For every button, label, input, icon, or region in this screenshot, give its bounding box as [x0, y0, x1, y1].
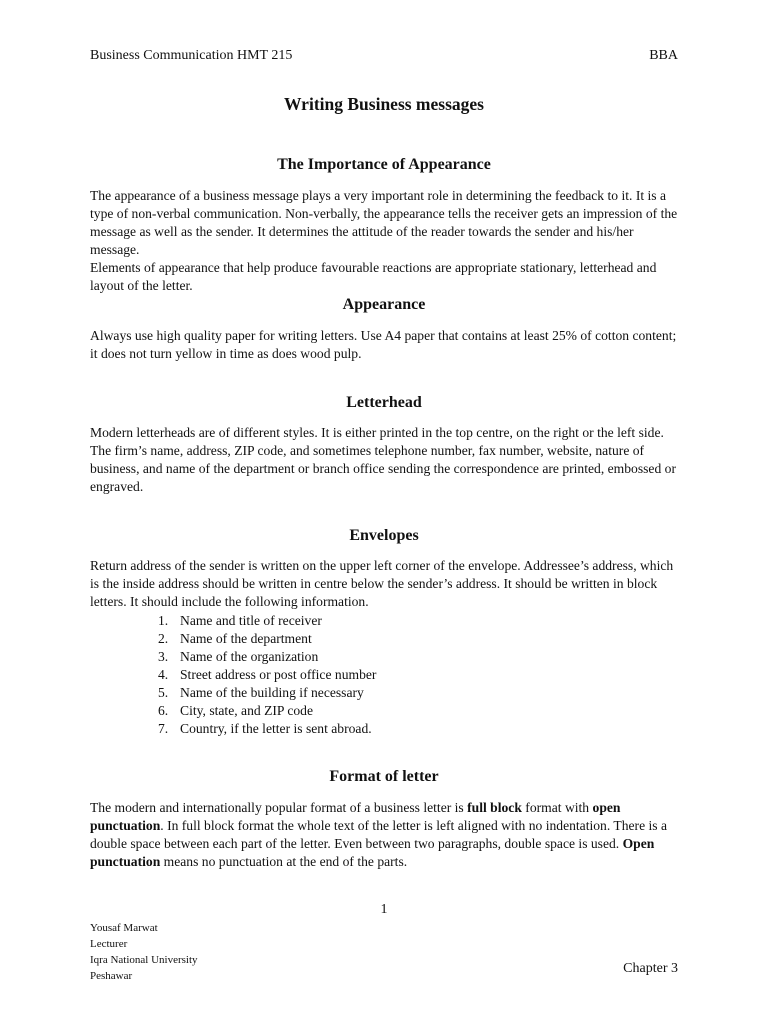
list-number: 1. [158, 613, 169, 628]
footer-chapter: Chapter 3 [623, 961, 678, 976]
paragraph-importance: The appearance of a business message plays a very important role in determining the feedback to it. It is a type of non-verbal communication. Non-verbally, the appearance tells the receiver gets an impression of the message as well as the sender. It determines the attitude of the reader towards the sender and his/her message. [90, 188, 678, 257]
paragraph-envelopes: Return address of the sender is written on the upper left corner of the envelope. Addressee’s address, which is the inside address should be written in centre below the sender’s address. It should be written in block letters. It should include the following information. [90, 558, 674, 609]
footer-city: Peshawar [90, 970, 133, 982]
format-bold-full-block: full block [467, 800, 522, 815]
footer-university: Iqra National University [90, 954, 198, 966]
format-text-1: The modern and internationally popular format of a business letter is [90, 800, 468, 815]
paragraph-format [90, 799, 682, 871]
heading-letterhead: Letterhead [346, 394, 422, 411]
list-item [158, 720, 376, 738]
list-number: 3. [158, 649, 169, 664]
heading-envelopes: Envelopes [349, 527, 419, 544]
list-text: Name and title of receiver [180, 613, 322, 628]
envelope-info-list [158, 612, 376, 738]
header-course: Business Communication HMT 215 [90, 48, 293, 63]
list-item [158, 612, 376, 630]
list-number: 6. [158, 703, 169, 718]
footer-author-block [90, 920, 198, 984]
list-text: City, state, and ZIP code [180, 703, 314, 718]
page-title: Writing Business messages [284, 94, 484, 114]
list-number: 5. [158, 685, 169, 700]
list-number: 7. [158, 721, 169, 736]
list-item [158, 630, 376, 648]
heading-appearance: Appearance [342, 296, 426, 313]
heading-importance: The Importance of Appearance [277, 156, 491, 173]
list-item [158, 702, 376, 720]
list-text: Name of the building if necessary [180, 685, 364, 700]
format-text-2: format with [521, 800, 593, 815]
list-text: Street address or post office number [180, 667, 377, 682]
footer-name: Yousaf Marwat [90, 922, 158, 934]
heading-format: Format of letter [329, 768, 439, 785]
format-bold-open-punctuation: open punctuation [90, 800, 621, 833]
header-program: BBA [649, 48, 678, 63]
paragraph-letterhead: Modern letterheads are of different styles. It is either printed in the top centre, on the right or the left side. The firm’s name, address, ZIP code, and sometimes telephone number, fax number, website, nature of business, and name of the department or branch office sending the correspondence are printed, embossed or engraved. [90, 425, 676, 494]
footer-role: Lecturer [90, 938, 128, 950]
list-number: 2. [158, 631, 169, 646]
list-item [158, 648, 376, 666]
page-number: 1 [380, 902, 388, 917]
list-text: Name of the organization [180, 649, 319, 664]
list-text: Country, if the letter is sent abroad. [180, 721, 372, 736]
format-text-3: . In full block format the whole text of the letter is left aligned with no indentation. There is a double space between each part of the letter. Even between two paragraphs, double space is used. [90, 818, 667, 851]
list-item [158, 684, 376, 702]
list-number: 4. [158, 667, 169, 682]
format-text-4: means no punctuation at the end of the parts. [160, 854, 408, 869]
list-item [158, 666, 376, 684]
paragraph-importance-elements: Elements of appearance that help produce favourable reactions are appropriate stationary, letterhead and layout of the letter. [90, 260, 657, 293]
list-text: Name of the department [180, 631, 312, 646]
format-bold-open-punctuation-2: Open punctuation [90, 836, 655, 869]
paragraph-appearance: Always use high quality paper for writing letters. Use A4 paper that contains at least 25% of cotton content; it does not turn yellow in time as does wood pulp. [90, 328, 677, 361]
